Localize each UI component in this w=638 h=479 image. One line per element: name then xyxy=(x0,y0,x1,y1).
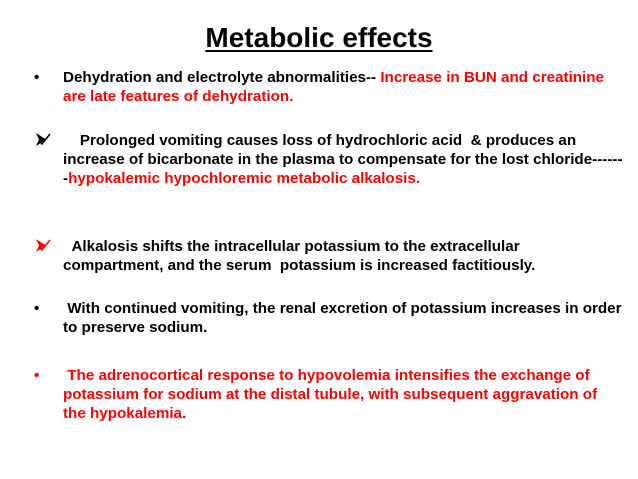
arrow-check-icon xyxy=(35,132,55,152)
bullet-text-red: hypokalemic hypochloremic metabolic alkalosis. xyxy=(68,170,421,187)
bullet-dot-icon: • xyxy=(34,367,40,384)
bullet-text xyxy=(63,366,623,423)
bullet-text-black: Prolonged vomiting causes loss of hydrochloric acid & produces an increase of bicarbonate in the plasma to compensate for the lost chloride------- xyxy=(63,132,623,187)
bullet-text-red: Increase in BUN and creatinine are late features of dehydration. xyxy=(63,69,604,105)
bullet-text xyxy=(63,131,623,188)
arrow-check-icon xyxy=(35,238,55,258)
bullet-text xyxy=(63,237,623,275)
bullet-dot-icon: • xyxy=(34,69,40,86)
bullet-text-black: Dehydration and electrolyte abnormalities-- xyxy=(63,69,381,86)
bullet-text xyxy=(63,299,626,337)
bullet-dot-icon: • xyxy=(34,300,40,317)
slide-title: Metabolic effects xyxy=(205,22,433,53)
bullet-text-black: With continued vomiting, the renal excretion of potassium increases in order to preserve sodium. xyxy=(63,300,626,336)
bullet-text xyxy=(63,68,623,106)
bullet-text-red: The adrenocortical response to hypovolemia intensifies the exchange of potassium for sodium at the distal tubule, with subsequent aggravation of the hypokalemia. xyxy=(63,367,602,422)
bullet-text-black: Alkalosis shifts the intracellular potassium to the extracellular compartment, and the serum potassium is increased factitiously. xyxy=(63,238,536,274)
